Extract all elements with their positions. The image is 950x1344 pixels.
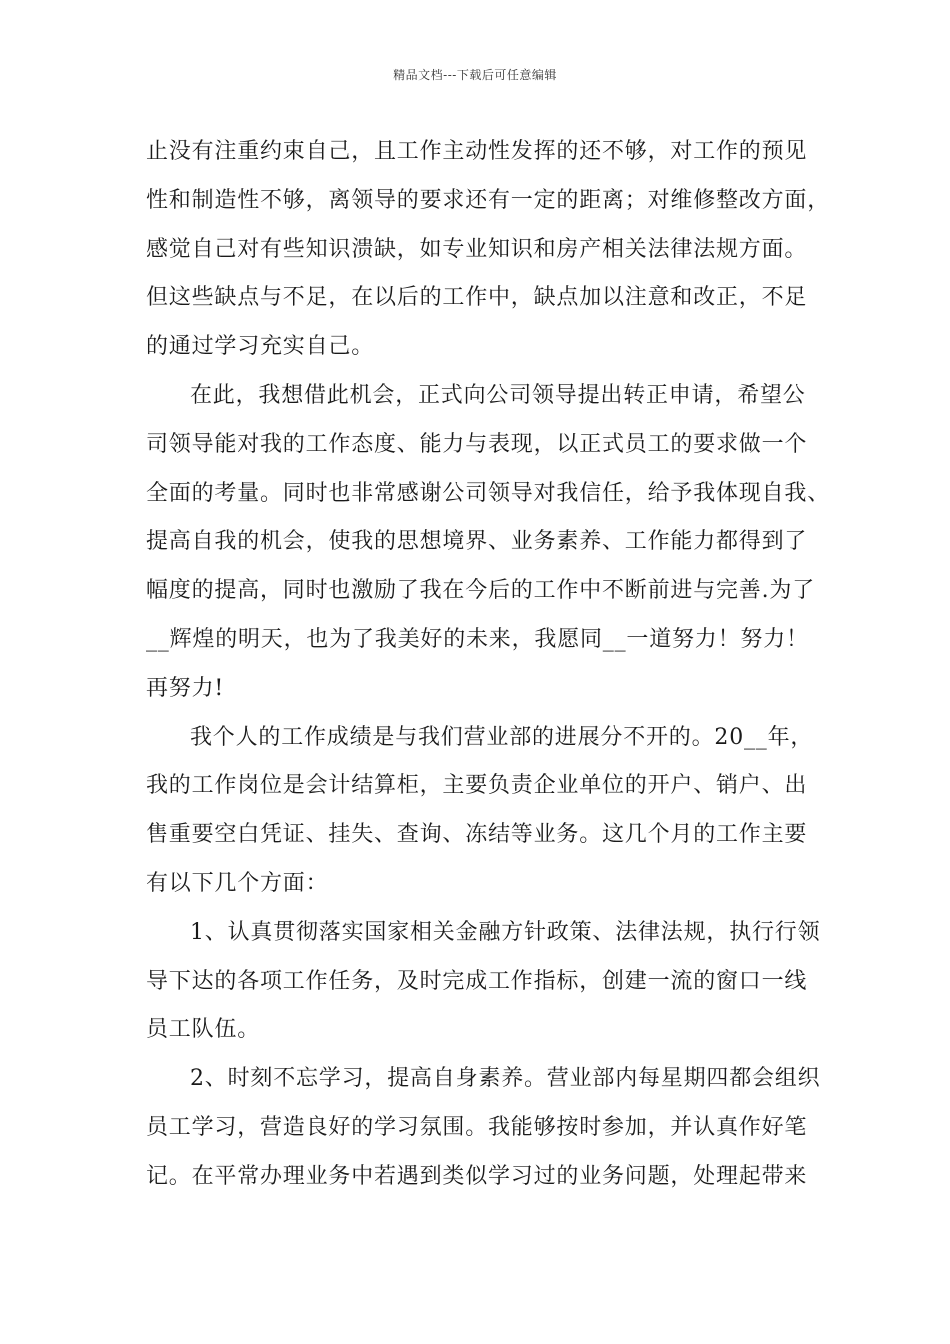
text-line: 再努力! — [146, 675, 225, 701]
text-line: 感觉自己对有些知识溃缺，如专业知识和房产相关法律法规方面。 — [146, 236, 808, 262]
text-line: 止没有注重约束自己，且工作主动性发挥的还不够，对工作的预见 — [146, 139, 808, 164]
text-line: 记。在平常办理业务中若遇到类似学习过的业务问题，处理起带来 — [146, 1163, 808, 1189]
text-line: 员工队伍。 — [146, 1017, 261, 1043]
text-line: 员工学习，营造良好的学习氛围。我能够按时参加，并认真作好笔 — [146, 1114, 808, 1140]
text-line: 幅度的提高，同时也激励了我在今后的工作中不断前进与完善.为了 — [146, 578, 815, 604]
page-header: 精品文档---下载后可任意编辑 — [393, 68, 557, 82]
text-line: 提高自我的机会，使我的思想境界、业务素养、工作能力都得到了 — [146, 529, 808, 555]
text-line: 性和制造性不够，离领导的要求还有一定的距离；对维修整改方面， — [146, 187, 831, 213]
paragraph-start-line: 在此，我想借此机会，正式向公司领导提出转正申请，希望公 — [190, 382, 806, 408]
paragraph-start-line: 我个人的工作成绩是与我们营业部的进展分不开的。20__年， — [190, 724, 814, 750]
paragraph-start-line: 2、时刻不忘学习，提高自身素养。营业部内每星期四都会组织 — [190, 1066, 821, 1092]
text-line: 我的工作岗位是会计结算柜，主要负责企业单位的开户、销户、出 — [146, 773, 808, 799]
text-line: __辉煌的明天，也为了我美好的未来，我愿同__一道努力！努力！ — [146, 626, 809, 652]
text-line: 司领导能对我的工作态度、能力与表现，以正式员工的要求做一个 — [146, 431, 808, 457]
text-line: 的通过学习充实自己。 — [146, 334, 375, 360]
document-body — [146, 128, 831, 1202]
text-line: 但这些缺点与不足，在以后的工作中，缺点加以注意和改正，不足 — [146, 285, 808, 311]
text-line: 售重要空白凭证、挂失、查询、冻结等业务。这几个月的工作主要 — [146, 822, 808, 848]
text-line: 导下达的各项工作任务，及时完成工作指标，创建一流的窗口一线 — [146, 968, 808, 994]
paragraph-start-line: 1、认真贯彻落实国家相关金融方针政策、法律法规，执行行领 — [190, 919, 821, 945]
text-line: 有以下几个方面： — [146, 870, 329, 896]
text-line: 全面的考量。同时也非常感谢公司领导对我信任，给予我体现自我、 — [146, 480, 831, 506]
